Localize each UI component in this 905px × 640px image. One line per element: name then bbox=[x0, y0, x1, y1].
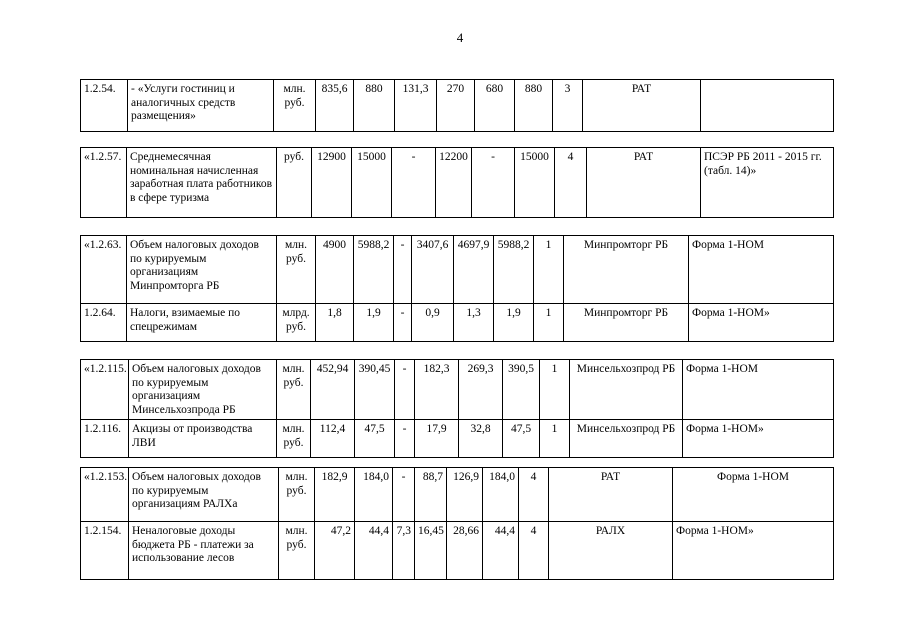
code: 4 bbox=[555, 148, 587, 218]
page-number: 4 bbox=[456, 30, 464, 45]
row-id: «1.2.63. bbox=[81, 236, 127, 304]
value-4: 0,9 bbox=[412, 304, 454, 342]
value-2: 880 bbox=[354, 80, 395, 132]
value-5: - bbox=[472, 148, 515, 218]
value-2: 390,45 bbox=[355, 360, 395, 420]
source: Форма 1-НОМ bbox=[683, 360, 834, 420]
value-6: 1,9 bbox=[494, 304, 534, 342]
value-1: 1,8 bbox=[316, 304, 354, 342]
table-block-1 bbox=[80, 79, 834, 132]
value-1: 47,2 bbox=[315, 522, 355, 580]
row-id: 1.2.116. bbox=[81, 420, 129, 458]
value-5: 269,3 bbox=[459, 360, 503, 420]
value-6: 184,0 bbox=[483, 468, 519, 522]
table-row bbox=[81, 522, 834, 580]
value-1: 182,9 bbox=[315, 468, 355, 522]
row-id: 1.2.54. bbox=[81, 80, 128, 132]
value-2: 184,0 bbox=[355, 468, 393, 522]
table-block-4 bbox=[80, 359, 834, 458]
unit: млн. руб. bbox=[277, 236, 316, 304]
value-6: 5988,2 bbox=[494, 236, 534, 304]
value-1: 4900 bbox=[316, 236, 354, 304]
value-2: 47,5 bbox=[355, 420, 395, 458]
code: 1 bbox=[534, 304, 564, 342]
value-6: 390,5 bbox=[503, 360, 540, 420]
value-4: 12200 bbox=[436, 148, 472, 218]
value-1: 452,94 bbox=[311, 360, 355, 420]
value-6: 44,4 bbox=[483, 522, 519, 580]
row-id: «1.2.57. bbox=[81, 148, 127, 218]
value-1: 835,6 bbox=[316, 80, 354, 132]
row-id: 1.2.154. bbox=[81, 522, 129, 580]
value-5: 126,9 bbox=[447, 468, 483, 522]
value-6: 880 bbox=[515, 80, 553, 132]
code: 3 bbox=[553, 80, 583, 132]
organization: РАТ bbox=[583, 80, 701, 132]
value-3: - bbox=[393, 468, 415, 522]
unit: млрд. руб. bbox=[277, 304, 316, 342]
unit: млн. руб. bbox=[279, 468, 315, 522]
value-5: 32,8 bbox=[459, 420, 503, 458]
table-row bbox=[81, 236, 834, 304]
value-4: 17,9 bbox=[415, 420, 459, 458]
indicator-name: - «Услуги гостиниц и аналогичных средств размещения» bbox=[128, 80, 274, 132]
value-3: 7,3 bbox=[393, 522, 415, 580]
value-4: 3407,6 bbox=[412, 236, 454, 304]
code: 1 bbox=[534, 236, 564, 304]
table-block-3 bbox=[80, 235, 834, 342]
organization: Минпромторг РБ bbox=[564, 236, 689, 304]
row-id: 1.2.64. bbox=[81, 304, 127, 342]
indicator-name: Объем налоговых доходов по курируемым организациям Минпромторга РБ bbox=[127, 236, 277, 304]
value-5: 680 bbox=[475, 80, 515, 132]
unit: млн. руб. bbox=[277, 360, 311, 420]
source: Форма 1-НОМ bbox=[673, 468, 834, 522]
table-row bbox=[81, 304, 834, 342]
organization: РАЛХ bbox=[549, 522, 673, 580]
indicator-name: Объем налоговых доходов по курируемым организациям РАЛХа bbox=[129, 468, 279, 522]
indicator-name: Акцизы от производства ЛВИ bbox=[129, 420, 277, 458]
unit: млн. руб. bbox=[274, 80, 316, 132]
value-1: 12900 bbox=[312, 148, 352, 218]
value-3: - bbox=[395, 420, 415, 458]
value-3: 131,3 bbox=[395, 80, 437, 132]
value-4: 270 bbox=[437, 80, 475, 132]
value-2: 5988,2 bbox=[354, 236, 394, 304]
organization: РАТ bbox=[549, 468, 673, 522]
indicator-name: Неналоговые доходы бюджета РБ - платежи за использование лесов bbox=[129, 522, 279, 580]
value-4: 16,45 bbox=[415, 522, 447, 580]
value-3: - bbox=[394, 304, 412, 342]
value-5: 1,3 bbox=[454, 304, 494, 342]
indicator-name: Среднемесячная номинальная начисленная заработная плата работников в сфере туризма bbox=[127, 148, 277, 218]
value-2: 44,4 bbox=[355, 522, 393, 580]
unit: млн. руб. bbox=[279, 522, 315, 580]
table-block-5 bbox=[80, 467, 834, 580]
organization: Минсельхозпрод РБ bbox=[570, 360, 683, 420]
code: 1 bbox=[540, 360, 570, 420]
unit: руб. bbox=[277, 148, 312, 218]
source: Форма 1-НОМ» bbox=[689, 304, 834, 342]
value-1: 112,4 bbox=[311, 420, 355, 458]
value-5: 4697,9 bbox=[454, 236, 494, 304]
value-5: 28,66 bbox=[447, 522, 483, 580]
source: Форма 1-НОМ» bbox=[683, 420, 834, 458]
value-6: 15000 bbox=[515, 148, 555, 218]
code: 4 bbox=[519, 468, 549, 522]
value-3: - bbox=[392, 148, 436, 218]
table-row bbox=[81, 148, 834, 218]
value-2: 15000 bbox=[352, 148, 392, 218]
unit: млн. руб. bbox=[277, 420, 311, 458]
row-id: «1.2.115. bbox=[81, 360, 129, 420]
indicator-name: Налоги, взимаемые по спецрежимам bbox=[127, 304, 277, 342]
code: 4 bbox=[519, 522, 549, 580]
value-3: - bbox=[394, 236, 412, 304]
source: Форма 1-НОМ bbox=[689, 236, 834, 304]
value-6: 47,5 bbox=[503, 420, 540, 458]
organization: Минпромторг РБ bbox=[564, 304, 689, 342]
value-4: 182,3 bbox=[415, 360, 459, 420]
source bbox=[701, 80, 834, 132]
code: 1 bbox=[540, 420, 570, 458]
value-2: 1,9 bbox=[354, 304, 394, 342]
value-4: 88,7 bbox=[415, 468, 447, 522]
indicator-name: Объем налоговых доходов по курируемым организациям Минсельхозпрода РБ bbox=[129, 360, 277, 420]
source: ПСЭР РБ 2011 - 2015 гг. (табл. 14)» bbox=[701, 148, 834, 218]
table-row bbox=[81, 468, 834, 522]
source: Форма 1-НОМ» bbox=[673, 522, 834, 580]
organization: Минсельхозпрод РБ bbox=[570, 420, 683, 458]
table-row bbox=[81, 420, 834, 458]
table-row bbox=[81, 80, 834, 132]
value-3: - bbox=[395, 360, 415, 420]
table-row bbox=[81, 360, 834, 420]
organization: РАТ bbox=[587, 148, 701, 218]
table-block-2 bbox=[80, 147, 834, 218]
row-id: «1.2.153. bbox=[81, 468, 129, 522]
